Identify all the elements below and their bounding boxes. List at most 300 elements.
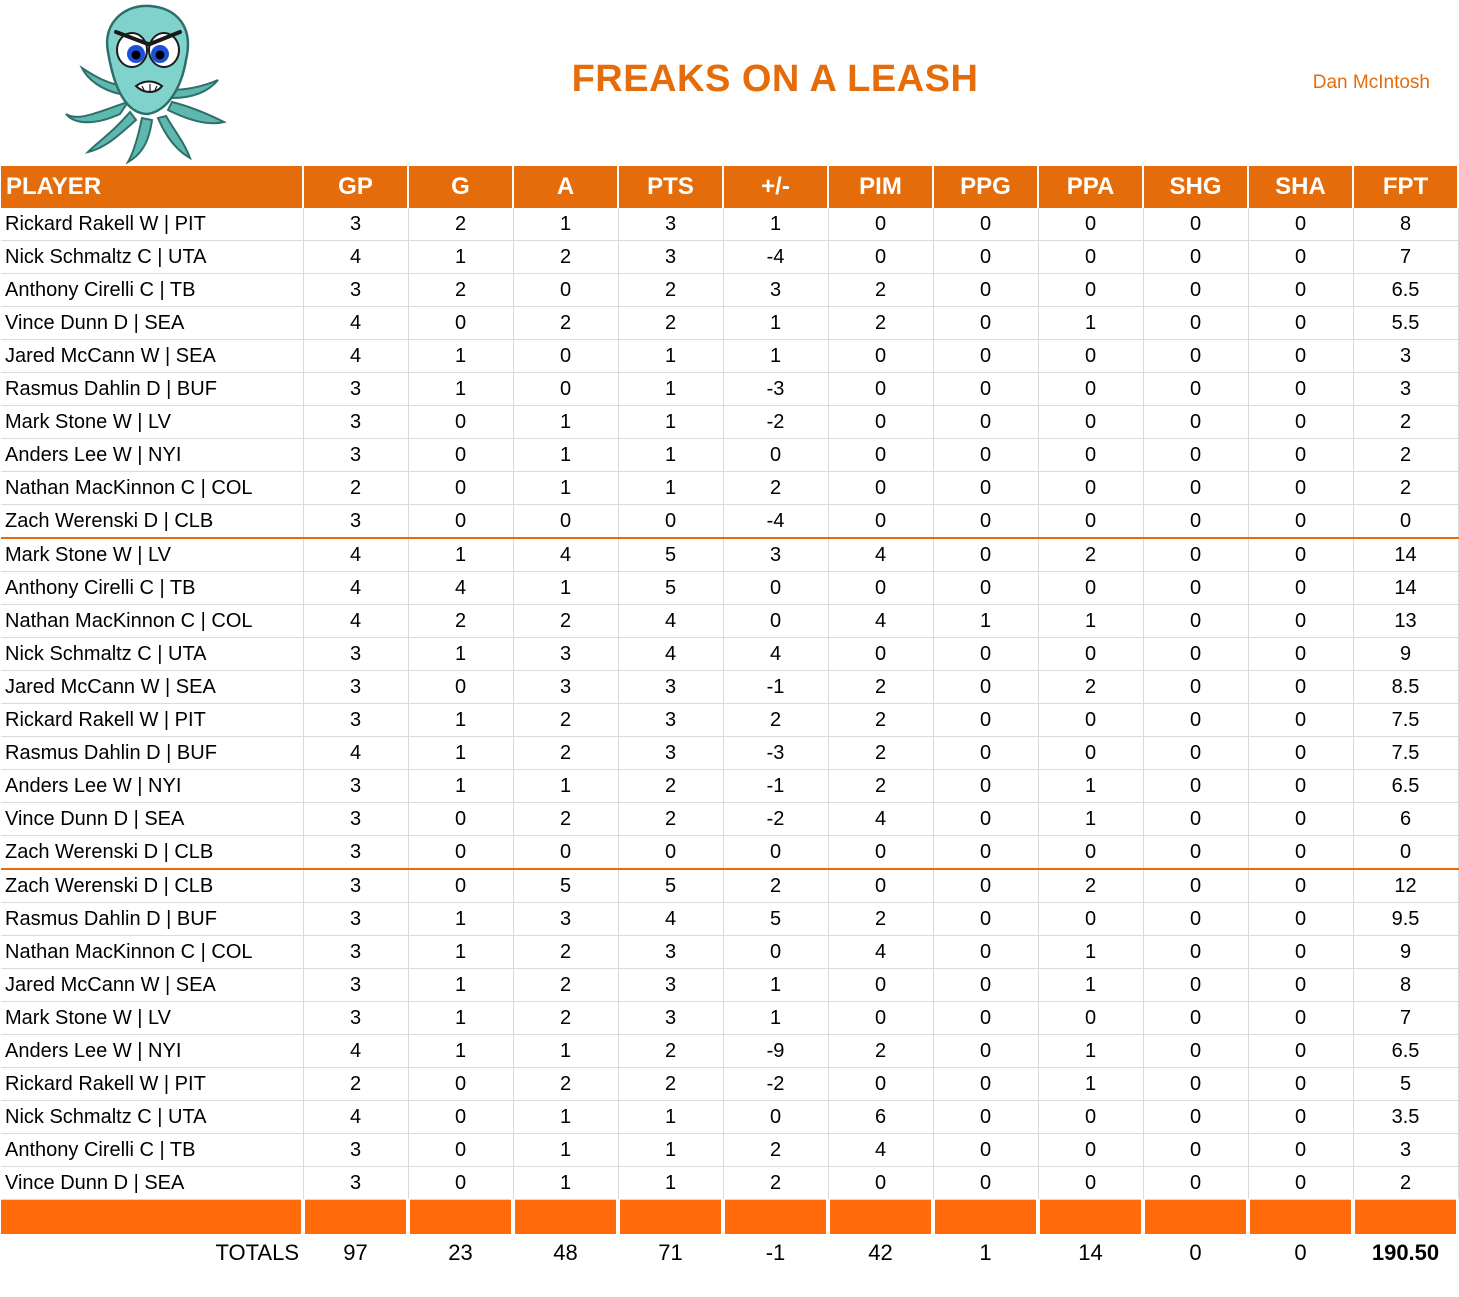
stat-cell-g: 0 bbox=[408, 472, 513, 505]
stat-cell-fpt: 3 bbox=[1353, 340, 1458, 373]
player-name-cell: Nathan MacKinnon C | COL bbox=[1, 936, 303, 969]
table-row bbox=[1, 969, 1458, 1002]
stat-cell-pim: 0 bbox=[828, 373, 933, 406]
total-a: 48 bbox=[553, 1240, 578, 1265]
stat-cell-a: 0 bbox=[513, 340, 618, 373]
player-name-cell: Zach Werenski D | CLB bbox=[1, 505, 303, 539]
column-header-ppa: PPA bbox=[1038, 166, 1143, 208]
stat-cell-ppg: 0 bbox=[933, 208, 1038, 241]
column-header-g: G bbox=[408, 166, 513, 208]
stat-cell-pts: 3 bbox=[618, 1002, 723, 1035]
total-plus-minus: -1 bbox=[765, 1240, 786, 1265]
stat-cell-sha: 0 bbox=[1248, 373, 1353, 406]
stat-cell-plus-minus: 0 bbox=[723, 572, 828, 605]
stat-cell-sha: 0 bbox=[1248, 274, 1353, 307]
table-row bbox=[1, 671, 1458, 704]
stat-cell-shg: 0 bbox=[1143, 737, 1248, 770]
stat-cell-shg: 0 bbox=[1143, 969, 1248, 1002]
stat-cell-shg: 0 bbox=[1143, 1002, 1248, 1035]
stat-cell-g: 1 bbox=[408, 340, 513, 373]
stat-cell-sha: 0 bbox=[1248, 439, 1353, 472]
stat-cell-sha: 0 bbox=[1248, 869, 1353, 903]
stat-cell-g: 0 bbox=[408, 803, 513, 836]
stat-cell-gp: 3 bbox=[303, 208, 408, 241]
stat-cell-plus-minus: 2 bbox=[723, 869, 828, 903]
stat-cell-pts: 4 bbox=[618, 903, 723, 936]
stat-cell-pim: 0 bbox=[828, 836, 933, 870]
stat-cell-fpt: 6 bbox=[1353, 803, 1458, 836]
stat-cell-a: 1 bbox=[513, 439, 618, 472]
stat-cell-gp: 4 bbox=[303, 307, 408, 340]
stat-cell-ppg: 0 bbox=[933, 274, 1038, 307]
stat-cell-gp: 3 bbox=[303, 406, 408, 439]
stat-cell-ppa: 2 bbox=[1038, 671, 1143, 704]
stat-cell-g: 1 bbox=[408, 770, 513, 803]
stat-cell-ppg: 0 bbox=[933, 373, 1038, 406]
stat-cell-fpt: 9.5 bbox=[1353, 903, 1458, 936]
stat-cell-pim: 4 bbox=[828, 605, 933, 638]
stat-cell-gp: 3 bbox=[303, 969, 408, 1002]
stat-cell-ppg: 0 bbox=[933, 704, 1038, 737]
table-row bbox=[1, 439, 1458, 472]
stat-cell-plus-minus: -3 bbox=[723, 737, 828, 770]
stat-cell-sha: 0 bbox=[1248, 737, 1353, 770]
stat-cell-gp: 3 bbox=[303, 836, 408, 870]
stat-cell-g: 1 bbox=[408, 903, 513, 936]
stat-cell-shg: 0 bbox=[1143, 836, 1248, 870]
stat-cell-g: 0 bbox=[408, 505, 513, 539]
stat-cell-fpt: 5 bbox=[1353, 1068, 1458, 1101]
stat-cell-g: 0 bbox=[408, 671, 513, 704]
stat-cell-ppa: 0 bbox=[1038, 836, 1143, 870]
stat-cell-ppa: 0 bbox=[1038, 1101, 1143, 1134]
column-header-player: PLAYER bbox=[1, 166, 303, 208]
total-g: 23 bbox=[448, 1240, 473, 1265]
stat-cell-pts: 4 bbox=[618, 638, 723, 671]
table-row bbox=[1, 572, 1458, 605]
stat-cell-sha: 0 bbox=[1248, 903, 1353, 936]
stat-cell-pts: 1 bbox=[618, 1101, 723, 1134]
player-name-cell: Mark Stone W | LV bbox=[1, 406, 303, 439]
stat-cell-ppg: 0 bbox=[933, 903, 1038, 936]
stat-cell-fpt: 6.5 bbox=[1353, 1035, 1458, 1068]
stat-cell-ppa: 1 bbox=[1038, 969, 1143, 1002]
stat-cell-pim: 0 bbox=[828, 969, 933, 1002]
stat-cell-ppa: 0 bbox=[1038, 241, 1143, 274]
stat-cell-ppa: 1 bbox=[1038, 936, 1143, 969]
stat-cell-a: 2 bbox=[513, 704, 618, 737]
stat-cell-gp: 4 bbox=[303, 538, 408, 572]
stat-cell-fpt: 13 bbox=[1353, 605, 1458, 638]
stat-cell-g: 1 bbox=[408, 638, 513, 671]
stat-cell-ppg: 0 bbox=[933, 439, 1038, 472]
stat-cell-a: 1 bbox=[513, 1035, 618, 1068]
total-pim: 42 bbox=[868, 1240, 893, 1265]
table-row bbox=[1, 1035, 1458, 1068]
player-name-cell: Anthony Cirelli C | TB bbox=[1, 572, 303, 605]
stat-cell-ppg: 0 bbox=[933, 406, 1038, 439]
stat-cell-pts: 2 bbox=[618, 274, 723, 307]
stat-cell-a: 4 bbox=[513, 538, 618, 572]
table-row bbox=[1, 406, 1458, 439]
stat-cell-fpt: 7 bbox=[1353, 241, 1458, 274]
stat-cell-ppa: 0 bbox=[1038, 505, 1143, 539]
total-fpt: 190.50 bbox=[1371, 1240, 1440, 1265]
band-cell bbox=[828, 1200, 933, 1235]
player-name-cell: Vince Dunn D | SEA bbox=[1, 1167, 303, 1200]
stat-cell-plus-minus: 2 bbox=[723, 472, 828, 505]
player-stats-table bbox=[1, 166, 1459, 1272]
stat-cell-pim: 0 bbox=[828, 1002, 933, 1035]
stat-cell-plus-minus: 0 bbox=[723, 836, 828, 870]
stat-cell-shg: 0 bbox=[1143, 770, 1248, 803]
stat-cell-ppg: 0 bbox=[933, 936, 1038, 969]
stat-cell-ppa: 1 bbox=[1038, 1068, 1143, 1101]
stat-cell-pim: 0 bbox=[828, 406, 933, 439]
stat-cell-fpt: 6.5 bbox=[1353, 770, 1458, 803]
stat-cell-a: 0 bbox=[513, 373, 618, 406]
stat-cell-a: 3 bbox=[513, 638, 618, 671]
stat-cell-pts: 1 bbox=[618, 406, 723, 439]
stat-cell-ppa: 0 bbox=[1038, 1002, 1143, 1035]
stat-cell-shg: 0 bbox=[1143, 936, 1248, 969]
stat-cell-pim: 4 bbox=[828, 1134, 933, 1167]
stat-cell-ppa: 1 bbox=[1038, 803, 1143, 836]
stat-cell-g: 0 bbox=[408, 1134, 513, 1167]
stat-cell-sha: 0 bbox=[1248, 803, 1353, 836]
stat-cell-sha: 0 bbox=[1248, 936, 1353, 969]
stat-cell-ppg: 0 bbox=[933, 671, 1038, 704]
stat-cell-sha: 0 bbox=[1248, 638, 1353, 671]
stat-cell-plus-minus: 3 bbox=[723, 274, 828, 307]
band-cell bbox=[618, 1200, 723, 1235]
stat-cell-shg: 0 bbox=[1143, 505, 1248, 539]
stat-cell-plus-minus: 0 bbox=[723, 605, 828, 638]
stat-cell-pts: 3 bbox=[618, 704, 723, 737]
stat-cell-ppa: 0 bbox=[1038, 373, 1143, 406]
column-header-pim: PIM bbox=[828, 166, 933, 208]
stat-cell-shg: 0 bbox=[1143, 373, 1248, 406]
stat-cell-pts: 3 bbox=[618, 208, 723, 241]
player-name-cell: Vince Dunn D | SEA bbox=[1, 307, 303, 340]
table-row bbox=[1, 903, 1458, 936]
stat-cell-a: 2 bbox=[513, 241, 618, 274]
stat-cell-pim: 0 bbox=[828, 572, 933, 605]
stat-cell-ppg: 0 bbox=[933, 1134, 1038, 1167]
stat-cell-sha: 0 bbox=[1248, 1002, 1353, 1035]
stat-cell-ppa: 0 bbox=[1038, 208, 1143, 241]
stat-cell-plus-minus: 1 bbox=[723, 1002, 828, 1035]
stat-cell-plus-minus: -2 bbox=[723, 803, 828, 836]
stat-cell-shg: 0 bbox=[1143, 572, 1248, 605]
stat-cell-pts: 5 bbox=[618, 572, 723, 605]
stat-cell-pts: 2 bbox=[618, 307, 723, 340]
player-name-cell: Anders Lee W | NYI bbox=[1, 439, 303, 472]
stat-cell-pim: 0 bbox=[828, 1068, 933, 1101]
stat-cell-pim: 2 bbox=[828, 770, 933, 803]
stat-cell-shg: 0 bbox=[1143, 208, 1248, 241]
stat-cell-ppa: 0 bbox=[1038, 704, 1143, 737]
stat-cell-g: 0 bbox=[408, 869, 513, 903]
stat-cell-pim: 2 bbox=[828, 671, 933, 704]
stat-cell-pts: 5 bbox=[618, 869, 723, 903]
total-pts: 71 bbox=[658, 1240, 683, 1265]
stat-cell-plus-minus: -3 bbox=[723, 373, 828, 406]
band-cell bbox=[1143, 1200, 1248, 1235]
stat-cell-gp: 3 bbox=[303, 439, 408, 472]
total-gp: 97 bbox=[343, 1240, 368, 1265]
stat-cell-plus-minus: 3 bbox=[723, 538, 828, 572]
stat-cell-shg: 0 bbox=[1143, 638, 1248, 671]
player-name-cell: Jared McCann W | SEA bbox=[1, 969, 303, 1002]
table-row bbox=[1, 638, 1458, 671]
stat-cell-a: 5 bbox=[513, 869, 618, 903]
stat-cell-gp: 2 bbox=[303, 472, 408, 505]
stat-cell-ppg: 0 bbox=[933, 803, 1038, 836]
player-name-cell: Mark Stone W | LV bbox=[1, 538, 303, 572]
stat-cell-sha: 0 bbox=[1248, 836, 1353, 870]
stat-cell-shg: 0 bbox=[1143, 472, 1248, 505]
player-name-cell: Vince Dunn D | SEA bbox=[1, 803, 303, 836]
stat-cell-pim: 4 bbox=[828, 936, 933, 969]
stat-cell-plus-minus: 0 bbox=[723, 1101, 828, 1134]
stat-cell-g: 0 bbox=[408, 1068, 513, 1101]
player-name-cell: Zach Werenski D | CLB bbox=[1, 836, 303, 870]
stat-cell-shg: 0 bbox=[1143, 1035, 1248, 1068]
stat-cell-pim: 2 bbox=[828, 307, 933, 340]
stat-cell-gp: 3 bbox=[303, 1134, 408, 1167]
stat-cell-fpt: 9 bbox=[1353, 638, 1458, 671]
stat-cell-fpt: 5.5 bbox=[1353, 307, 1458, 340]
stat-cell-sha: 0 bbox=[1248, 472, 1353, 505]
stat-cell-gp: 4 bbox=[303, 572, 408, 605]
player-name-cell: Nathan MacKinnon C | COL bbox=[1, 605, 303, 638]
octopus-mascot-icon bbox=[58, 2, 230, 164]
totals-separator-band bbox=[1, 1200, 1458, 1235]
stat-cell-gp: 4 bbox=[303, 241, 408, 274]
table-row bbox=[1, 340, 1458, 373]
stat-cell-ppg: 0 bbox=[933, 969, 1038, 1002]
stat-cell-a: 3 bbox=[513, 903, 618, 936]
stat-cell-gp: 3 bbox=[303, 770, 408, 803]
stat-cell-sha: 0 bbox=[1248, 241, 1353, 274]
stat-cell-g: 1 bbox=[408, 538, 513, 572]
player-name-cell: Rasmus Dahlin D | BUF bbox=[1, 373, 303, 406]
stat-cell-a: 2 bbox=[513, 1002, 618, 1035]
stat-cell-fpt: 6.5 bbox=[1353, 274, 1458, 307]
table-row bbox=[1, 373, 1458, 406]
stat-cell-pts: 1 bbox=[618, 373, 723, 406]
player-name-cell: Zach Werenski D | CLB bbox=[1, 869, 303, 903]
stat-cell-g: 2 bbox=[408, 208, 513, 241]
stat-cell-sha: 0 bbox=[1248, 1101, 1353, 1134]
table-header-row bbox=[1, 166, 1458, 208]
stat-cell-plus-minus: -4 bbox=[723, 241, 828, 274]
page-header bbox=[0, 0, 1459, 166]
stat-cell-pts: 2 bbox=[618, 1068, 723, 1101]
stat-cell-sha: 0 bbox=[1248, 1167, 1353, 1200]
stat-cell-sha: 0 bbox=[1248, 704, 1353, 737]
stat-cell-gp: 4 bbox=[303, 1101, 408, 1134]
stat-cell-gp: 3 bbox=[303, 638, 408, 671]
stat-cell-gp: 3 bbox=[303, 505, 408, 539]
stat-cell-plus-minus: 1 bbox=[723, 340, 828, 373]
stat-cell-sha: 0 bbox=[1248, 671, 1353, 704]
stat-cell-fpt: 14 bbox=[1353, 572, 1458, 605]
player-name-cell: Nick Schmaltz C | UTA bbox=[1, 1101, 303, 1134]
column-header-pts: PTS bbox=[618, 166, 723, 208]
stat-cell-plus-minus: 4 bbox=[723, 638, 828, 671]
stat-cell-g: 1 bbox=[408, 373, 513, 406]
stat-cell-plus-minus: -1 bbox=[723, 770, 828, 803]
stat-cell-ppa: 0 bbox=[1038, 340, 1143, 373]
stat-cell-shg: 0 bbox=[1143, 307, 1248, 340]
stat-cell-ppg: 0 bbox=[933, 638, 1038, 671]
stat-cell-pim: 0 bbox=[828, 439, 933, 472]
stat-cell-pim: 0 bbox=[828, 869, 933, 903]
player-name-cell: Rickard Rakell W | PIT bbox=[1, 704, 303, 737]
band-cell bbox=[1248, 1200, 1353, 1235]
stat-cell-g: 0 bbox=[408, 836, 513, 870]
player-name-cell: Nathan MacKinnon C | COL bbox=[1, 472, 303, 505]
stat-cell-shg: 0 bbox=[1143, 241, 1248, 274]
band-cell bbox=[723, 1200, 828, 1235]
stat-cell-plus-minus: 2 bbox=[723, 704, 828, 737]
stat-cell-pts: 3 bbox=[618, 671, 723, 704]
stat-cell-a: 1 bbox=[513, 1101, 618, 1134]
stat-cell-a: 2 bbox=[513, 737, 618, 770]
table-row bbox=[1, 538, 1458, 572]
stat-cell-pim: 0 bbox=[828, 241, 933, 274]
stat-cell-shg: 0 bbox=[1143, 274, 1248, 307]
stat-cell-plus-minus: -1 bbox=[723, 671, 828, 704]
player-name-cell: Anthony Cirelli C | TB bbox=[1, 274, 303, 307]
stat-cell-shg: 0 bbox=[1143, 439, 1248, 472]
page-title: FREAKS ON A LEASH bbox=[571, 58, 979, 100]
stat-cell-a: 0 bbox=[513, 505, 618, 539]
player-name-cell: Anders Lee W | NYI bbox=[1, 1035, 303, 1068]
stat-cell-a: 2 bbox=[513, 803, 618, 836]
stat-cell-fpt: 2 bbox=[1353, 472, 1458, 505]
stat-cell-g: 1 bbox=[408, 1035, 513, 1068]
stat-cell-a: 0 bbox=[513, 836, 618, 870]
stat-cell-ppa: 2 bbox=[1038, 869, 1143, 903]
column-header-gp: GP bbox=[303, 166, 408, 208]
stat-cell-shg: 0 bbox=[1143, 1167, 1248, 1200]
stat-cell-pim: 0 bbox=[828, 1167, 933, 1200]
stat-cell-gp: 3 bbox=[303, 936, 408, 969]
stat-cell-g: 0 bbox=[408, 307, 513, 340]
player-name-cell: Anders Lee W | NYI bbox=[1, 770, 303, 803]
total-sha: 0 bbox=[1294, 1240, 1307, 1265]
stat-cell-a: 2 bbox=[513, 1068, 618, 1101]
stat-cell-gp: 4 bbox=[303, 340, 408, 373]
stat-cell-g: 1 bbox=[408, 936, 513, 969]
table-row bbox=[1, 869, 1458, 903]
stat-cell-fpt: 3 bbox=[1353, 1134, 1458, 1167]
band-cell bbox=[408, 1200, 513, 1235]
stat-cell-a: 2 bbox=[513, 969, 618, 1002]
stat-cell-pts: 3 bbox=[618, 969, 723, 1002]
table-row bbox=[1, 803, 1458, 836]
stat-cell-a: 1 bbox=[513, 406, 618, 439]
stat-cell-ppg: 0 bbox=[933, 307, 1038, 340]
stat-cell-pim: 2 bbox=[828, 274, 933, 307]
player-name-cell: Jared McCann W | SEA bbox=[1, 340, 303, 373]
stat-cell-shg: 0 bbox=[1143, 903, 1248, 936]
stat-cell-a: 2 bbox=[513, 936, 618, 969]
table-row bbox=[1, 605, 1458, 638]
stat-cell-g: 1 bbox=[408, 704, 513, 737]
stat-cell-ppa: 0 bbox=[1038, 274, 1143, 307]
stat-cell-fpt: 3 bbox=[1353, 373, 1458, 406]
stat-cell-fpt: 8 bbox=[1353, 208, 1458, 241]
player-name-cell: Rasmus Dahlin D | BUF bbox=[1, 737, 303, 770]
stat-cell-sha: 0 bbox=[1248, 406, 1353, 439]
stat-cell-g: 1 bbox=[408, 1002, 513, 1035]
stat-cell-pts: 1 bbox=[618, 439, 723, 472]
stat-cell-pim: 6 bbox=[828, 1101, 933, 1134]
stat-cell-ppg: 0 bbox=[933, 241, 1038, 274]
stat-cell-ppg: 0 bbox=[933, 1035, 1038, 1068]
stat-cell-gp: 3 bbox=[303, 903, 408, 936]
stat-cell-shg: 0 bbox=[1143, 605, 1248, 638]
player-name-cell: Nick Schmaltz C | UTA bbox=[1, 638, 303, 671]
stat-cell-pts: 3 bbox=[618, 737, 723, 770]
stat-cell-ppa: 0 bbox=[1038, 439, 1143, 472]
stat-cell-g: 1 bbox=[408, 241, 513, 274]
stat-cell-pim: 0 bbox=[828, 472, 933, 505]
stat-cell-pim: 4 bbox=[828, 538, 933, 572]
stat-cell-ppg: 0 bbox=[933, 1101, 1038, 1134]
stat-cell-ppg: 0 bbox=[933, 340, 1038, 373]
stat-cell-sha: 0 bbox=[1248, 505, 1353, 539]
stat-cell-pts: 3 bbox=[618, 241, 723, 274]
total-ppa: 14 bbox=[1078, 1240, 1103, 1265]
stat-cell-plus-minus: 5 bbox=[723, 903, 828, 936]
table-row bbox=[1, 307, 1458, 340]
stat-cell-gp: 3 bbox=[303, 671, 408, 704]
stat-cell-gp: 4 bbox=[303, 737, 408, 770]
stat-cell-fpt: 8.5 bbox=[1353, 671, 1458, 704]
stat-cell-fpt: 2 bbox=[1353, 439, 1458, 472]
stat-cell-pim: 0 bbox=[828, 505, 933, 539]
column-header-a: A bbox=[513, 166, 618, 208]
stat-cell-sha: 0 bbox=[1248, 770, 1353, 803]
stat-cell-pim: 2 bbox=[828, 737, 933, 770]
stat-cell-pts: 1 bbox=[618, 1167, 723, 1200]
table-row bbox=[1, 936, 1458, 969]
stat-cell-pim: 2 bbox=[828, 704, 933, 737]
stat-cell-plus-minus: -9 bbox=[723, 1035, 828, 1068]
player-name-cell: Nick Schmaltz C | UTA bbox=[1, 241, 303, 274]
stat-cell-plus-minus: 2 bbox=[723, 1134, 828, 1167]
stat-cell-fpt: 2 bbox=[1353, 1167, 1458, 1200]
stat-cell-pim: 0 bbox=[828, 340, 933, 373]
stat-cell-ppg: 0 bbox=[933, 737, 1038, 770]
table-row bbox=[1, 770, 1458, 803]
player-name-cell: Rickard Rakell W | PIT bbox=[1, 1068, 303, 1101]
table-row bbox=[1, 505, 1458, 539]
stat-cell-g: 0 bbox=[408, 439, 513, 472]
stat-cell-fpt: 7.5 bbox=[1353, 737, 1458, 770]
stat-cell-gp: 3 bbox=[303, 274, 408, 307]
stat-cell-shg: 0 bbox=[1143, 671, 1248, 704]
stat-cell-shg: 0 bbox=[1143, 1101, 1248, 1134]
stat-cell-ppa: 1 bbox=[1038, 770, 1143, 803]
stat-cell-shg: 0 bbox=[1143, 1134, 1248, 1167]
stat-cell-g: 1 bbox=[408, 737, 513, 770]
